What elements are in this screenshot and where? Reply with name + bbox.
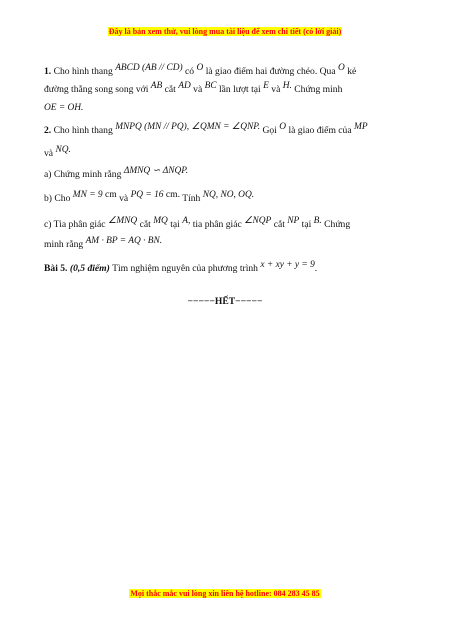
part-c-line-1 [44, 216, 409, 232]
math: O [196, 63, 204, 73]
math: O [338, 63, 345, 73]
text: Chứng minh [294, 84, 343, 95]
text: kẻ [347, 66, 357, 77]
unit: cm. [165, 189, 180, 200]
math: MP [354, 122, 368, 132]
text: cắt [164, 84, 176, 95]
text: tại [301, 219, 312, 230]
math: A, [182, 216, 191, 226]
math: AM · BP = AQ · BN. [85, 236, 163, 246]
problem-2-line-1 [44, 122, 409, 138]
math: BC [204, 81, 217, 91]
text: Gọi [262, 125, 277, 136]
math: ΔMNQ ∽ ΔNQP. [123, 166, 189, 176]
problem-1-number: 1. [44, 66, 52, 77]
problem-5 [44, 260, 409, 276]
part-a [44, 166, 409, 182]
text: là giao điểm hai đường chéo. Qua [205, 66, 336, 77]
part-c-line-2 [44, 236, 409, 252]
text: Cho hình thang [53, 125, 113, 136]
text: tại [170, 219, 180, 230]
math: E [263, 81, 269, 91]
math: NQ. [55, 145, 71, 155]
end-marker: −−−−−HẾT−−−−− [187, 296, 263, 307]
text: Chứng [324, 219, 351, 230]
math: B. [313, 216, 322, 226]
math: NP [287, 216, 300, 226]
math: H. [282, 81, 292, 91]
math: AB [150, 81, 163, 91]
text: và [271, 84, 281, 95]
text: minh rằng [44, 239, 84, 250]
bottom-banner [0, 589, 450, 598]
problem-5-points: (0,5 điểm) [69, 263, 110, 274]
math: PQ = 16 [130, 190, 164, 200]
math: x + xy + y = 9 [260, 260, 315, 270]
unit: cm [104, 189, 117, 200]
problem-1-line-1 [44, 63, 409, 79]
text: b) Cho [44, 193, 71, 204]
text: a) Chứng minh rằng [44, 169, 122, 180]
text: và [119, 193, 129, 204]
math: AD [178, 81, 191, 91]
text: lần lượt tại [219, 84, 261, 95]
problem-1-line-2 [44, 81, 409, 97]
text: cắt [139, 219, 151, 230]
problem-2-number: 2. [44, 125, 52, 136]
text: có [185, 66, 195, 77]
problem-1-line-3 [44, 102, 409, 115]
math: MQ [153, 216, 168, 226]
math: ∠NQP [244, 216, 272, 226]
top-banner [0, 27, 450, 36]
text: là giao điểm của [288, 125, 352, 136]
text: c) Tia phân giác [44, 219, 106, 230]
math: ∠QMN = ∠QNP. [191, 122, 261, 132]
math: MNPQ (MN // PQ), [115, 122, 190, 132]
text: Tính [182, 193, 201, 204]
text: Cho hình thang [53, 66, 113, 77]
text: và [193, 84, 203, 95]
text: . [314, 263, 318, 274]
math: ABCD (AB // CD) [115, 63, 183, 73]
text: đường thẳng song song với [44, 84, 149, 95]
math: ∠MNQ [107, 216, 138, 226]
text: Tìm nghiệm nguyên của phương trình [112, 263, 258, 274]
math: OE = OH. [44, 103, 84, 113]
problem-5-title: Bài 5. [44, 263, 68, 274]
bottom-banner-text: Mọi thắc mắc vui lòng xin liên hệ hotline: 084 283 45 85 [130, 589, 320, 598]
text: và [44, 148, 54, 159]
math: NQ, NO, OQ. [202, 190, 255, 200]
math: MN = 9 [72, 190, 103, 200]
problem-2-line-2 [44, 145, 409, 161]
part-b [44, 189, 409, 206]
top-banner-text: Đây là bản xem thử, vui lòng mua tài liệu để xem chi tiết (có lời giải) [108, 27, 342, 36]
math: O [279, 122, 287, 132]
text: cắt [273, 219, 285, 230]
text: tia phân giác [192, 219, 242, 230]
